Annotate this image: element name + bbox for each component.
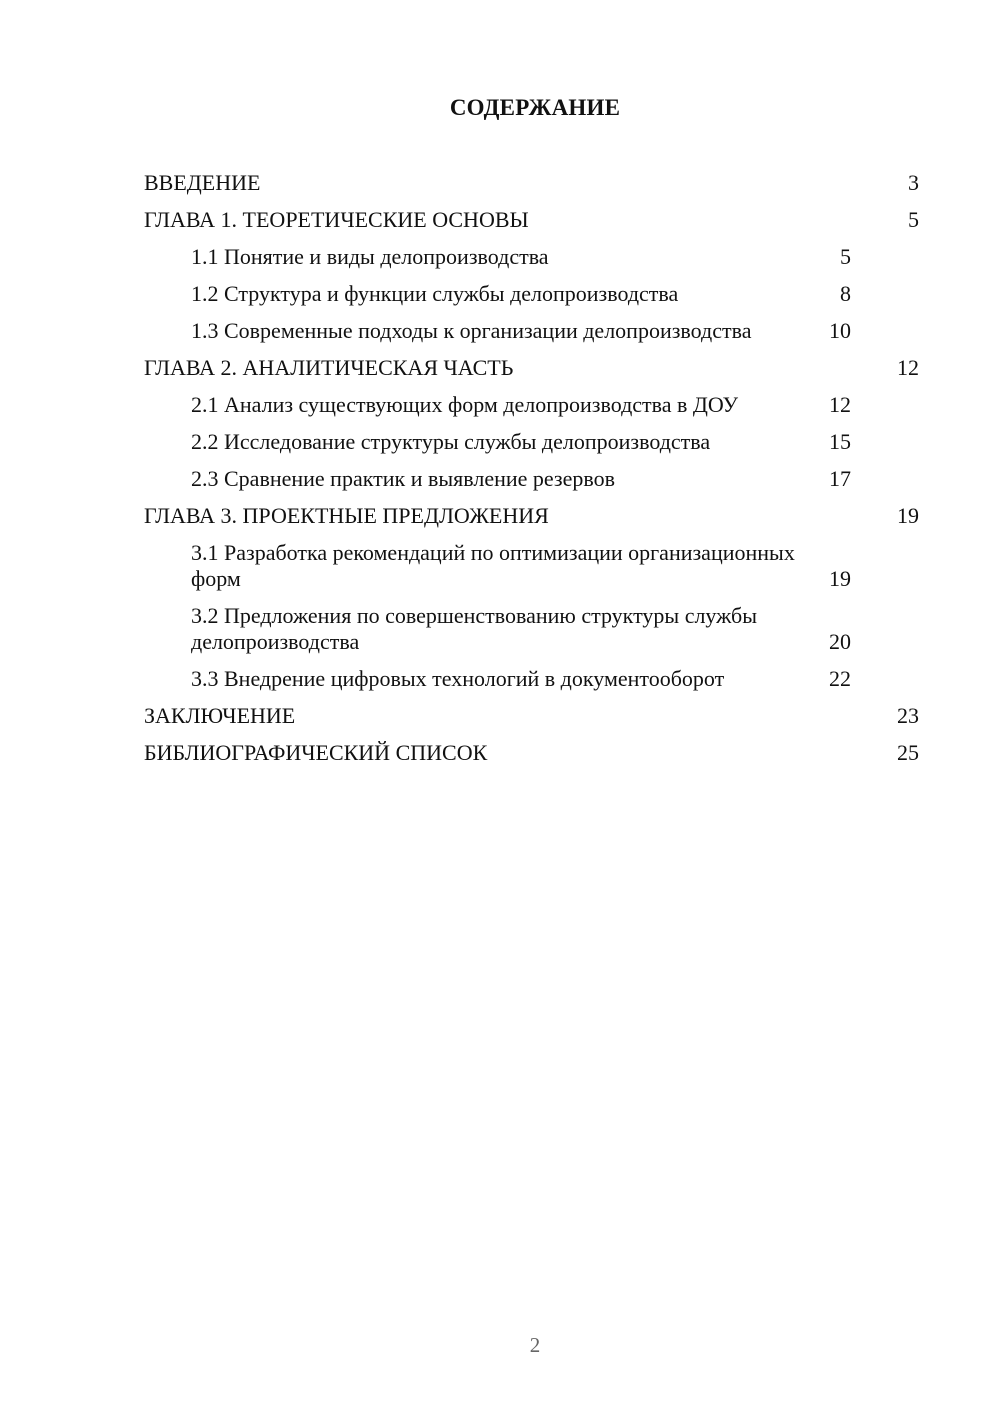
- toc-entry-title: 2.3 Сравнение практик и выявление резервов: [191, 466, 616, 491]
- toc-entry-section-1-2[interactable]: [144, 281, 919, 318]
- table-of-contents: [144, 170, 919, 777]
- toc-entry-section-3-3[interactable]: [144, 666, 919, 703]
- toc-entry-title: 1.2 Структура и функции службы делопроизводства: [191, 281, 679, 306]
- toc-entry-page: 5: [840, 244, 851, 269]
- toc-entry-page: 25: [897, 740, 919, 765]
- toc-entry-section-3-1[interactable]: [144, 540, 919, 603]
- toc-entry-title: ГЛАВА 3. ПРОЕКТНЫЕ ПРЕДЛОЖЕНИЯ: [144, 503, 549, 528]
- toc-entry-page: 12: [829, 392, 851, 417]
- toc-entry-page: 3: [908, 170, 919, 195]
- toc-entry-title: ГЛАВА 2. АНАЛИТИЧЕСКАЯ ЧАСТЬ: [144, 355, 514, 380]
- toc-entry-chapter-1[interactable]: [144, 207, 919, 244]
- toc-entry-conclusion[interactable]: [144, 703, 919, 740]
- page-number: 2: [529, 1333, 541, 1357]
- toc-entry-page: 20: [829, 629, 851, 654]
- toc-entry-title: 2.2 Исследование структуры службы делопроизводства: [191, 429, 711, 454]
- toc-entry-section-2-1[interactable]: [144, 392, 919, 429]
- toc-entry-title: 2.1 Анализ существующих форм делопроизводства в ДОУ: [191, 392, 739, 417]
- toc-entry-section-3-2[interactable]: [144, 603, 919, 666]
- toc-entry-title: 1.3 Современные подходы к организации делопроизводства: [191, 318, 752, 343]
- toc-entry-page: 17: [829, 466, 851, 491]
- toc-entry-introduction[interactable]: [144, 170, 919, 207]
- toc-entry-title: 3.1 Разработка рекомендаций по оптимизации организационных форм: [191, 540, 795, 591]
- toc-entry-page: 15: [829, 429, 851, 454]
- toc-entry-title: 3.3 Внедрение цифровых технологий в документооборот: [191, 666, 725, 691]
- toc-entry-section-1-1[interactable]: [144, 244, 919, 281]
- toc-entry-section-2-3[interactable]: [144, 466, 919, 503]
- toc-entry-page: 23: [897, 703, 919, 728]
- toc-entry-chapter-2[interactable]: [144, 355, 919, 392]
- toc-entry-section-1-3[interactable]: [144, 318, 919, 355]
- toc-entry-title: 1.1 Понятие и виды делопроизводства: [191, 244, 549, 269]
- toc-entry-bibliography[interactable]: [144, 740, 919, 777]
- toc-entry-page: 12: [897, 355, 919, 380]
- toc-entry-page: 5: [908, 207, 919, 232]
- toc-entry-page: 8: [840, 281, 851, 306]
- toc-entry-chapter-3[interactable]: [144, 503, 919, 540]
- toc-entry-section-2-2[interactable]: [144, 429, 919, 466]
- toc-entry-title: ГЛАВА 1. ТЕОРЕТИЧЕСКИЕ ОСНОВЫ: [144, 207, 529, 232]
- toc-entry-page: 22: [829, 666, 851, 691]
- toc-entry-title: 3.2 Предложения по совершенствованию структуры службы делопроизводства: [191, 603, 758, 654]
- toc-entry-title: ВВЕДЕНИЕ: [144, 170, 261, 195]
- toc-entry-page: 10: [829, 318, 851, 343]
- toc-heading: СОДЕРЖАНИЕ: [449, 95, 621, 120]
- toc-entry-title: ЗАКЛЮЧЕНИЕ: [144, 703, 296, 728]
- toc-entry-page: 19: [897, 503, 919, 528]
- toc-entry-title: БИБЛИОГРАФИЧЕСКИЙ СПИСОК: [144, 740, 488, 765]
- toc-entry-page: 19: [829, 566, 851, 591]
